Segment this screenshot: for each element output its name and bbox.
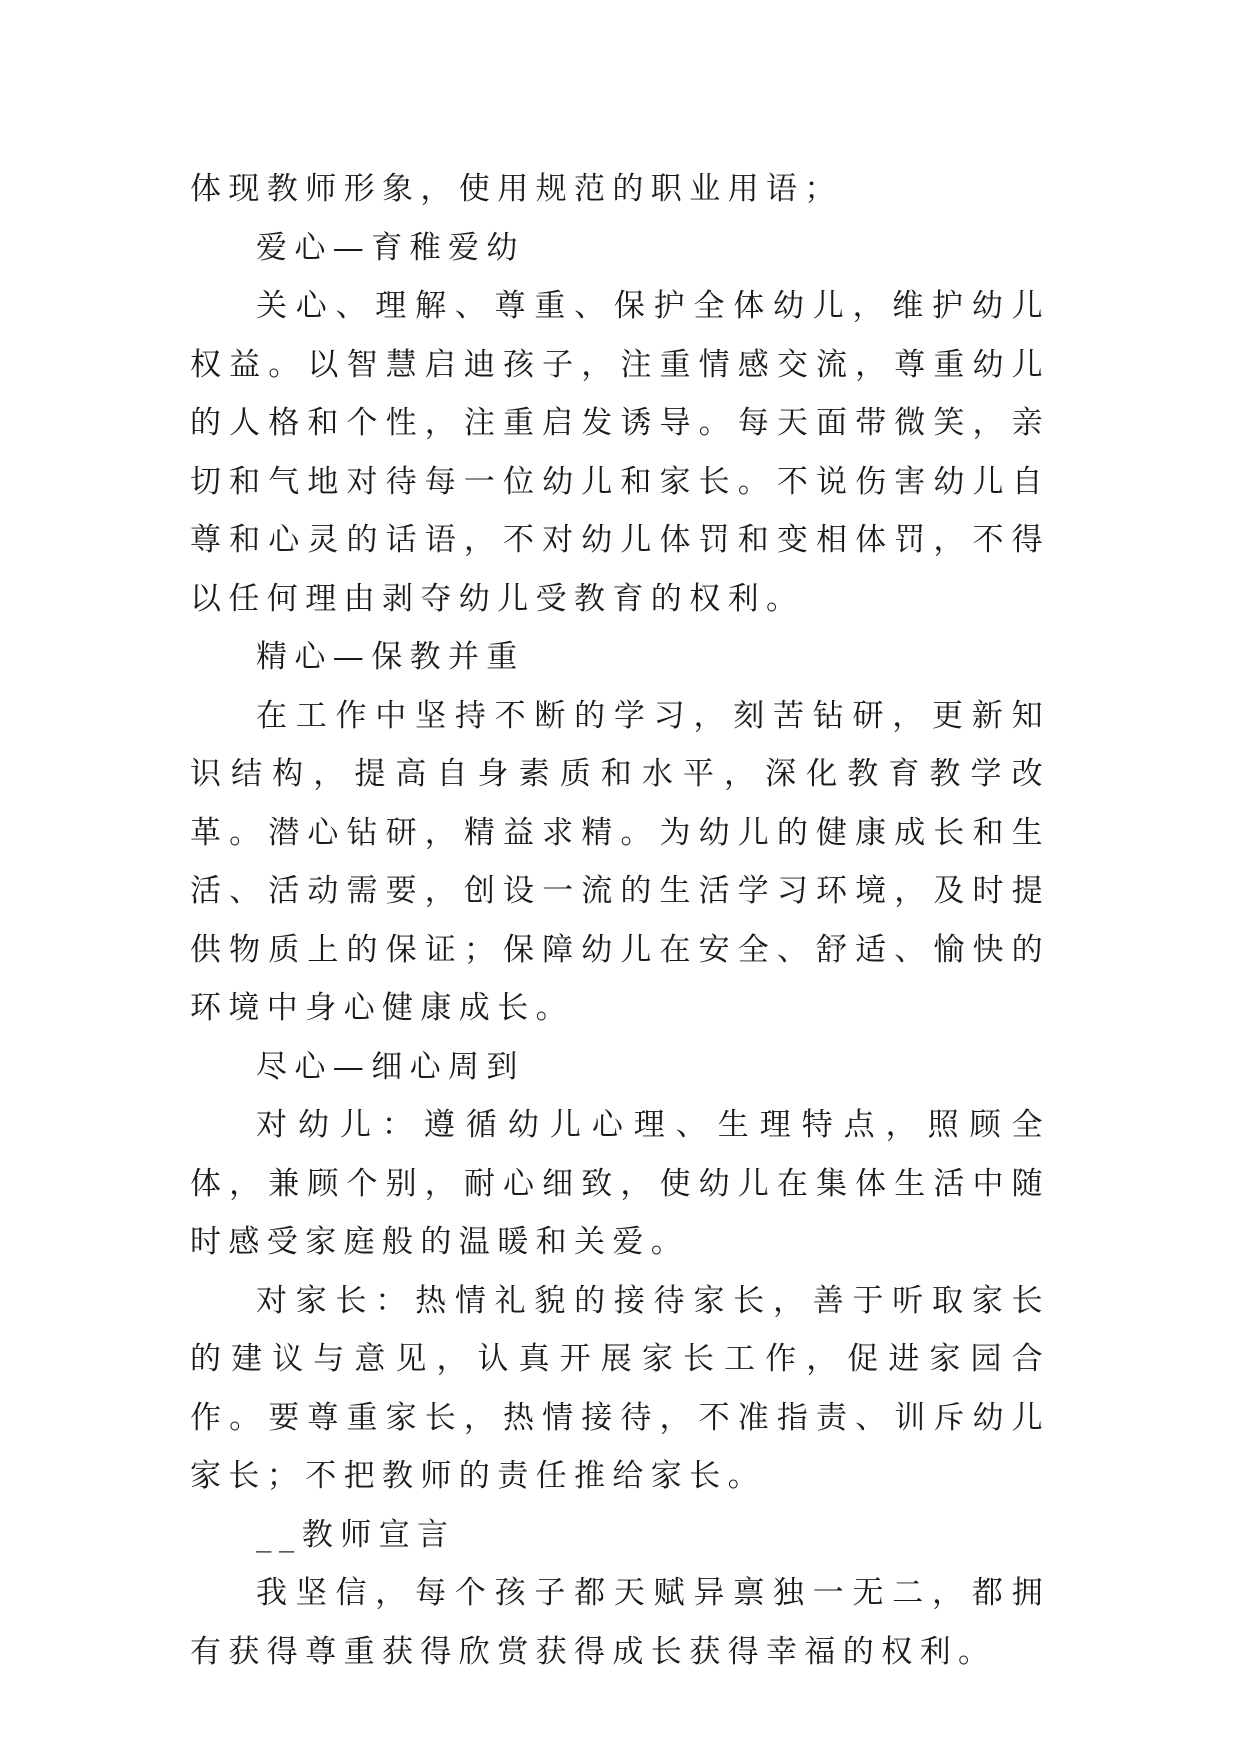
paragraph-love: 关心、理解、尊重、保护全体幼儿，维护幼儿权益。以智慧启迪孩子，注重情感交流，尊重幼儿的人格和个性，注重启发诱导。每天面带微笑，亲切和气地对待每一位幼儿和家长。不说伤害幼儿自尊和心灵的话语，不对幼儿体罚和变相体罚，不得以任何理由剥夺幼儿受教育的权利。 [190, 288, 1050, 617]
paragraph-parents: 对家长：热情礼貌的接待家长，善于听取家长的建议与意见，认真开展家长工作，促进家园合作。要尊重家长，热情接待，不准指责、训斥幼儿家长；不把教师的责任推给家长。 [190, 1282, 1050, 1494]
paragraph-continuation: 体现教师形象，使用规范的职业用语； [190, 171, 843, 207]
document-body [190, 160, 1050, 1681]
section-heading-dedication: 尽心—细心周到 [256, 1048, 525, 1085]
section-heading-declaration: __教师宣言 [256, 1516, 456, 1553]
section-heading-love: 爱心—育稚爱幼 [256, 229, 525, 266]
paragraph-care: 在工作中坚持不断的学习，刻苦钻研，更新知识结构，提高自身素质和水平，深化教育教学改革。潜心钻研，精益求精。为幼儿的健康成长和生活、活动需要，创设一流的生活学习环境，及时提供物质上的保证；保障幼儿在安全、舒适、愉快的环境中身心健康成长。 [190, 697, 1050, 1026]
section-heading-care: 精心—保教并重 [256, 639, 525, 675]
paragraph-declaration: 我坚信，每个孩子都天赋异禀独一无二，都拥有获得尊重获得欣赏获得成长获得幸福的权利。 [190, 1575, 1050, 1670]
paragraph-children: 对幼儿：遵循幼儿心理、生理特点，照顾全体，兼顾个别，耐心细致，使幼儿在集体生活中随时感受家庭般的温暖和关爱。 [190, 1107, 1050, 1260]
